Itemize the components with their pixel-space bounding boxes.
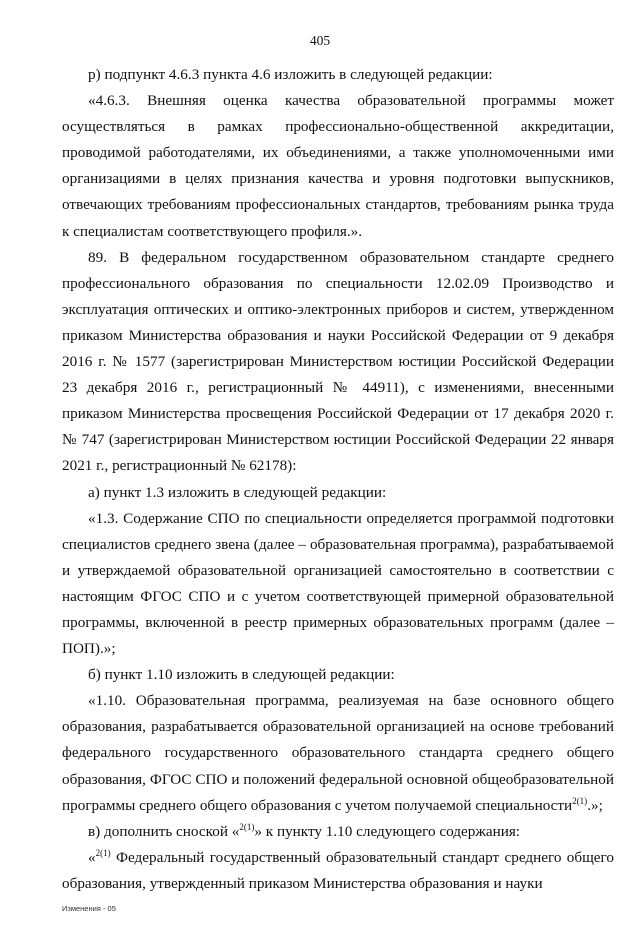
- paragraph-subitem-r: р) подпункт 4.6.3 пункта 4.6 изложить в следующей редакции:: [88, 66, 493, 83]
- subitem-v-start: в) дополнить сноской «: [88, 822, 240, 840]
- paragraph-item-89: 89. В федеральном государственном образовательном стандарте среднего профессионального образования по специальности 12.02.09 Производство и эксплуатация оптических и оптико-электронных приборов и систем, утвержденном приказом Министерства образования и науки Российской Федерации от 9 декабря 2016 г. № 1577 (зарегистрирован Министерством юстиции Российской Федерации 23 декабря 2016 г., регистрационный № 44911), с изменениями, внесенными приказом Министерства просвещения Российской Федерации от 17 декабря 2020 г. № 747 (зарегистрирован Министерством юстиции Российской Федерации 22 января 2021 г., регистрационный № 62178):: [62, 248, 614, 475]
- footnote-text: Федеральный государственный образовательный стандарт среднего общего образования, утвержденный приказом Министерства образования и науки: [62, 848, 614, 892]
- footnote-mark: 2(1): [239, 821, 255, 832]
- paragraph-1-10-text: «1.10. Образовательная программа, реализуемая на базе основного общего образования, разрабатывается образовательной организацией на основе требований федерального государственного образовательного стандарта среднего общего образования, ФГОС СПО и положений федеральной основной общеобразовательной программы среднего общего образования с учетом получаемой специальности: [62, 692, 614, 814]
- paragraph-4-6-3: «4.6.3. Внешняя оценка качества образовательной программы может осуществляться в рамках профессионально-общественной аккредитации, проводимой работодателями, их объединениями, а также уполномоченными ими организациями в целях признания качества и уровня подготовки выпускников, отвечающих требованиям профессиональных стандартов, требованиям рынка труда к специалистам соответствующего профиля.».: [62, 92, 614, 240]
- document-body: [62, 62, 614, 897]
- paragraph-1-3: «1.3. Содержание СПО по специальности определяется программой подготовки специалистов среднего звена (далее – образовательная программа), разрабатываемой и утверждаемой образовательной организацией самостоятельно в соответствии с настоящим ФГОС СПО и с учетом соответствующей примерной образовательной программы, включенной в реестр примерных образовательных программ (далее – ПОП).»;: [62, 509, 614, 658]
- paragraph-subitem-v: [62, 819, 614, 845]
- footnote-open-quote: «: [88, 848, 96, 866]
- paragraph-subitem-b: б) пункт 1.10 изложить в следующей редакции:: [88, 666, 395, 684]
- paragraph-1-10-end: .»;: [587, 796, 603, 814]
- paragraph-subitem-a: а) пункт 1.3 изложить в следующей редакции:: [88, 483, 387, 501]
- paragraph-footnote-text: [62, 845, 614, 897]
- footnote-mark: 2(1): [572, 795, 588, 806]
- footnote-mark: 2(1): [95, 847, 111, 858]
- paragraph-1-10: [62, 688, 614, 818]
- page-number: 405: [309, 33, 331, 48]
- subitem-v-end: » к пункту 1.10 следующего содержания:: [254, 822, 521, 840]
- revision-footer: Изменения - 05: [62, 904, 116, 913]
